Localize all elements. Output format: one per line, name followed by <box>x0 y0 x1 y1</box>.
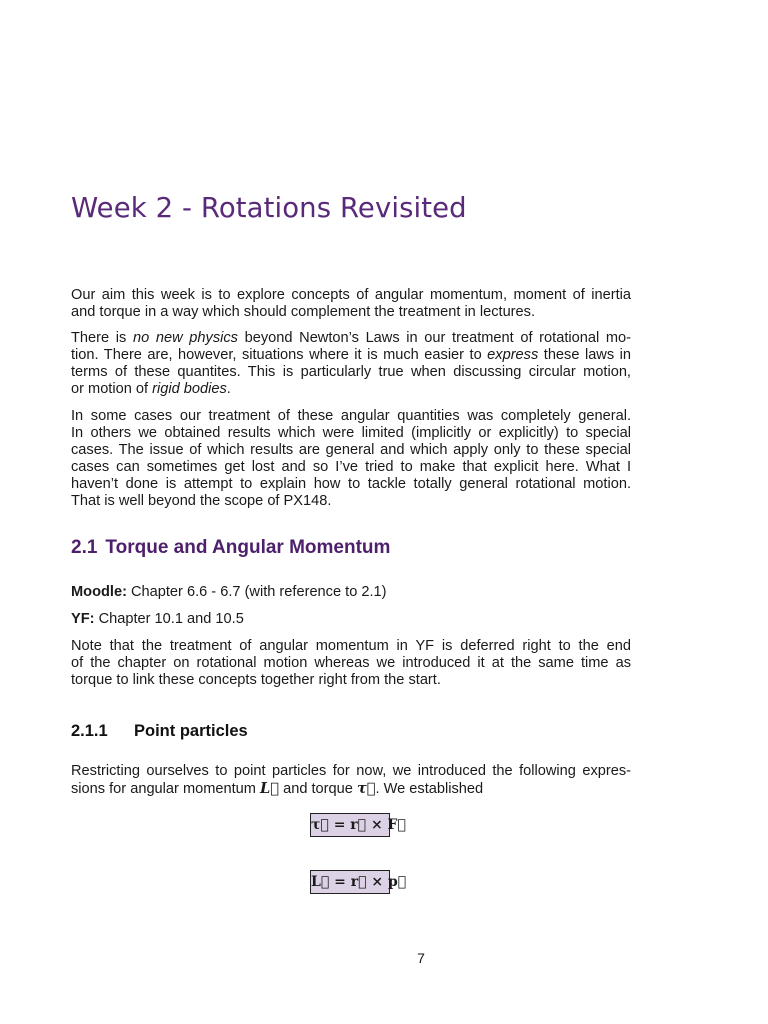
chapter-title: Week 2 - Rotations Revisited <box>71 192 467 224</box>
text-line: In others we obtained results which were limited (implicitly or explicitly) to special <box>71 425 631 441</box>
emphasis-text: express <box>487 347 539 363</box>
intro-paragraph-3 <box>71 408 631 510</box>
text-line: terms of these quantites. This is particularly true when discussing circular motion, <box>71 364 631 380</box>
subsection-heading <box>71 722 248 741</box>
moodle-label: Moodle: <box>71 584 127 600</box>
text-line: Restricting ourselves to point particles for now, we introduced the following expres- <box>71 763 631 779</box>
yf-reference <box>71 611 244 627</box>
emphasis-text: rigid bodies <box>152 381 227 397</box>
text-line <box>71 381 631 398</box>
text-line: Our aim this week is to explore concepts of angular momentum, moment of inertia <box>71 287 631 303</box>
torque-symbol: τ⃗ <box>356 780 376 797</box>
text-span: and torque <box>279 781 357 797</box>
text-span: There is <box>71 330 133 346</box>
text-span: these laws in <box>538 347 631 363</box>
page-number: 7 <box>417 950 425 966</box>
text-line: cases. The issue of which results are general and which apply only to these special <box>71 442 631 458</box>
text-span: beyond Newton’s Laws in our treatment of rotational mo- <box>237 330 631 346</box>
text-line <box>71 780 631 798</box>
yf-text: Chapter 10.1 and 10.5 <box>94 611 244 627</box>
moodle-text: Chapter 6.6 - 6.7 (with reference to 2.1) <box>126 584 387 600</box>
text-span: . <box>226 381 231 397</box>
text-line: That is well beyond the scope of PX148. <box>71 493 332 509</box>
angular-momentum-equation: L⃗ = r⃗ × p⃗ <box>311 874 407 890</box>
text-span: sions for angular momentum <box>71 781 260 797</box>
text-span: tion. There are, however, situations where it is much easier to <box>71 347 488 363</box>
text-line: of the chapter on rotational motion whereas we introduced it at the same time as <box>71 655 631 671</box>
text-line: Note that the treatment of angular momentum in YF is deferred right to the end <box>71 638 631 654</box>
yf-label: YF: <box>71 611 95 627</box>
torque-equation: τ⃗ = r⃗ × F⃗ <box>311 817 406 833</box>
text-line: torque to link these concepts together right from the start. <box>71 672 441 688</box>
text-line: haven’t done is attempt to explain how to tackle totally general rotational motion. <box>71 476 631 492</box>
intro-paragraph-1 <box>71 287 631 321</box>
subsection-number: 2.1.1 <box>71 722 108 740</box>
text-line <box>71 347 631 364</box>
angular-momentum-symbol: L⃗ <box>260 780 280 797</box>
section-number: 2.1 <box>71 537 98 558</box>
text-line <box>71 330 631 347</box>
text-span: . We established <box>375 781 484 797</box>
text-line: and torque in a way which should complement the treatment in lectures. <box>71 304 536 320</box>
text-line: In some cases our treatment of these angular quantities was completely general. <box>71 408 631 424</box>
point-particles-paragraph <box>71 763 631 798</box>
intro-paragraph-2 <box>71 330 631 398</box>
note-paragraph <box>71 638 631 689</box>
text-span: or motion of <box>71 381 153 397</box>
torque-equation-box <box>310 813 406 837</box>
section-title: Torque and Angular Momentum <box>105 537 391 558</box>
text-line: cases can sometimes get lost and so I’ve tried to make that explicit here. What I <box>71 459 631 475</box>
subsection-title: Point particles <box>134 722 248 740</box>
moodle-reference <box>71 584 387 600</box>
section-heading <box>71 537 390 559</box>
emphasis-text: no new physics <box>132 330 238 346</box>
angular-momentum-equation-box <box>310 870 407 894</box>
